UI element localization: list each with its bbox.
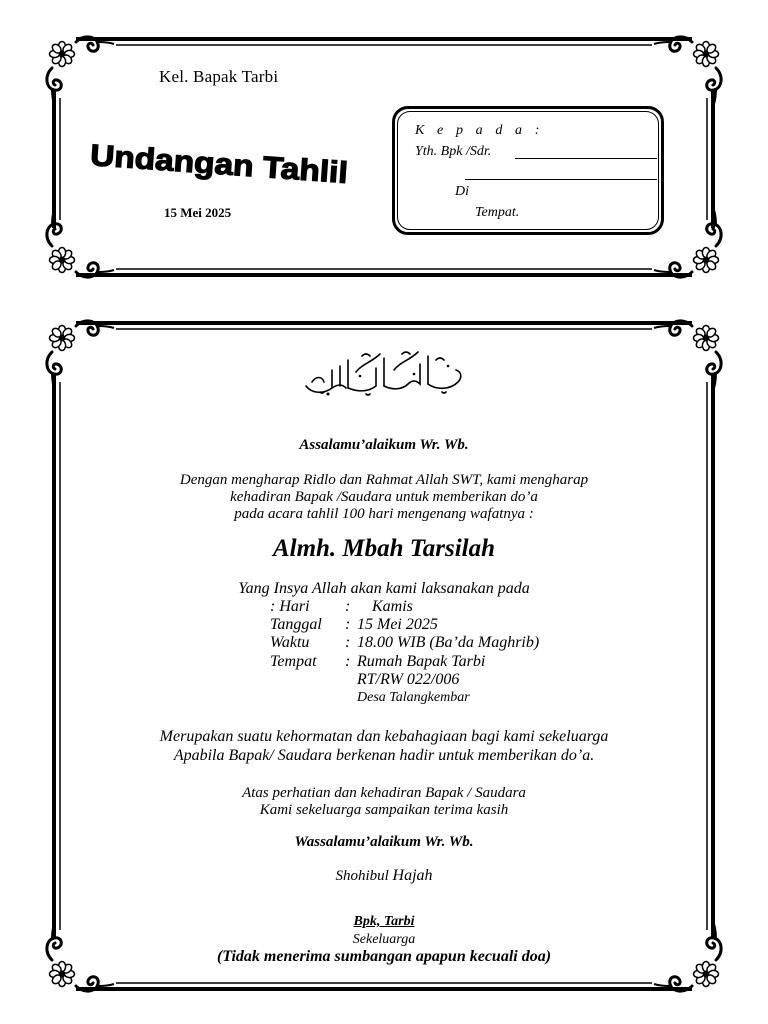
deceased-name: Almh. Mbah Tarsilah (272, 535, 496, 562)
host-label (0, 867, 768, 885)
opening-greeting: Assalamu’alaikum Wr. Wb. (299, 437, 469, 453)
envelope-date: 15 Mei 2025 (164, 205, 232, 220)
schedule-address-rt: RT/RW 022/006 (357, 671, 460, 688)
flower-corner-ornament-icon (47, 37, 114, 104)
address-box (392, 106, 664, 235)
schedule-value-date: 15 Mei 2025 (357, 616, 438, 633)
intro-line: pada acara tahlil 100 hari mengenang wafatnya : (234, 506, 534, 522)
invitation-title-text: Undangan Tahlil (89, 139, 322, 189)
flower-corner-ornament-icon (654, 37, 721, 104)
schedule-value-place: Rumah Bapak Tarbi (357, 653, 486, 670)
honor-paragraph (0, 727, 768, 765)
honor-line: Merupakan suatu kehormatan dan kebahagiaan bagi kami sekeluarga (159, 728, 609, 745)
address-place-label: Tempat. (475, 205, 520, 220)
closing-greeting: Wassalamu’alaikum Wr. Wb. (294, 834, 474, 850)
signer-title: Sekeluarga (352, 932, 416, 947)
recipient-address-blank (465, 179, 657, 180)
schedule-colon: : (345, 598, 351, 615)
flower-corner-ornament-icon (47, 321, 114, 388)
host-label-part: Shohibul (335, 868, 389, 884)
address-to-label: K e p a d a : (415, 123, 545, 138)
schedule-label-day: : Hari (270, 598, 310, 615)
intro-line: kehadiran Bapak /Saudara untuk memberikan do’a (230, 489, 538, 505)
schedule-label-date: Tanggal (270, 616, 322, 633)
recipient-name-blank (515, 158, 657, 159)
signer-name: Bpk, Tarbi (353, 914, 415, 929)
schedule-label-place: Tempat (270, 653, 317, 670)
flower-corner-ornament-icon (47, 210, 114, 277)
schedule-intro: Yang Insya Allah akan kami laksanakan pada (238, 580, 530, 597)
invitation-title (84, 134, 354, 194)
bismillah-calligraphy-icon (302, 346, 466, 398)
address-place-prefix: Di (455, 184, 469, 199)
schedule-value-time: 18.00 WIB (Ba’da Maghrib) (357, 634, 540, 651)
family-name: Kel. Bapak Tarbi (159, 67, 279, 86)
schedule-colon: : (345, 634, 351, 651)
schedule-address-village: Desa Talangkembar (357, 690, 470, 705)
flower-corner-ornament-icon (654, 321, 721, 388)
schedule-label-time: Waktu (270, 634, 310, 651)
intro-line: Dengan mengharap Ridlo dan Rahmat Allah SWT, kami mengharap (179, 472, 589, 488)
schedule-colon: : (345, 653, 351, 670)
host-label-part: Hajah (392, 867, 433, 884)
schedule-colon: : (345, 616, 351, 633)
address-recipient-label: Yth. Bpk /Sdr. (415, 144, 492, 159)
flower-corner-ornament-icon (654, 210, 721, 277)
schedule-value-day: Kamis (372, 598, 413, 615)
honor-line: Apabila Bapak/ Saudara berkenan hadir untuk memberikan do’a. (173, 747, 595, 764)
thanks-paragraph (0, 785, 768, 819)
intro-paragraph (0, 472, 768, 523)
thanks-line: Atas perhatian dan kehadiran Bapak / Saudara (242, 785, 526, 801)
thanks-line: Kami sekeluarga sampaikan terima kasih (259, 802, 509, 818)
donation-note: (Tidak menerima sumbangan apapun kecuali doa) (216, 948, 552, 965)
